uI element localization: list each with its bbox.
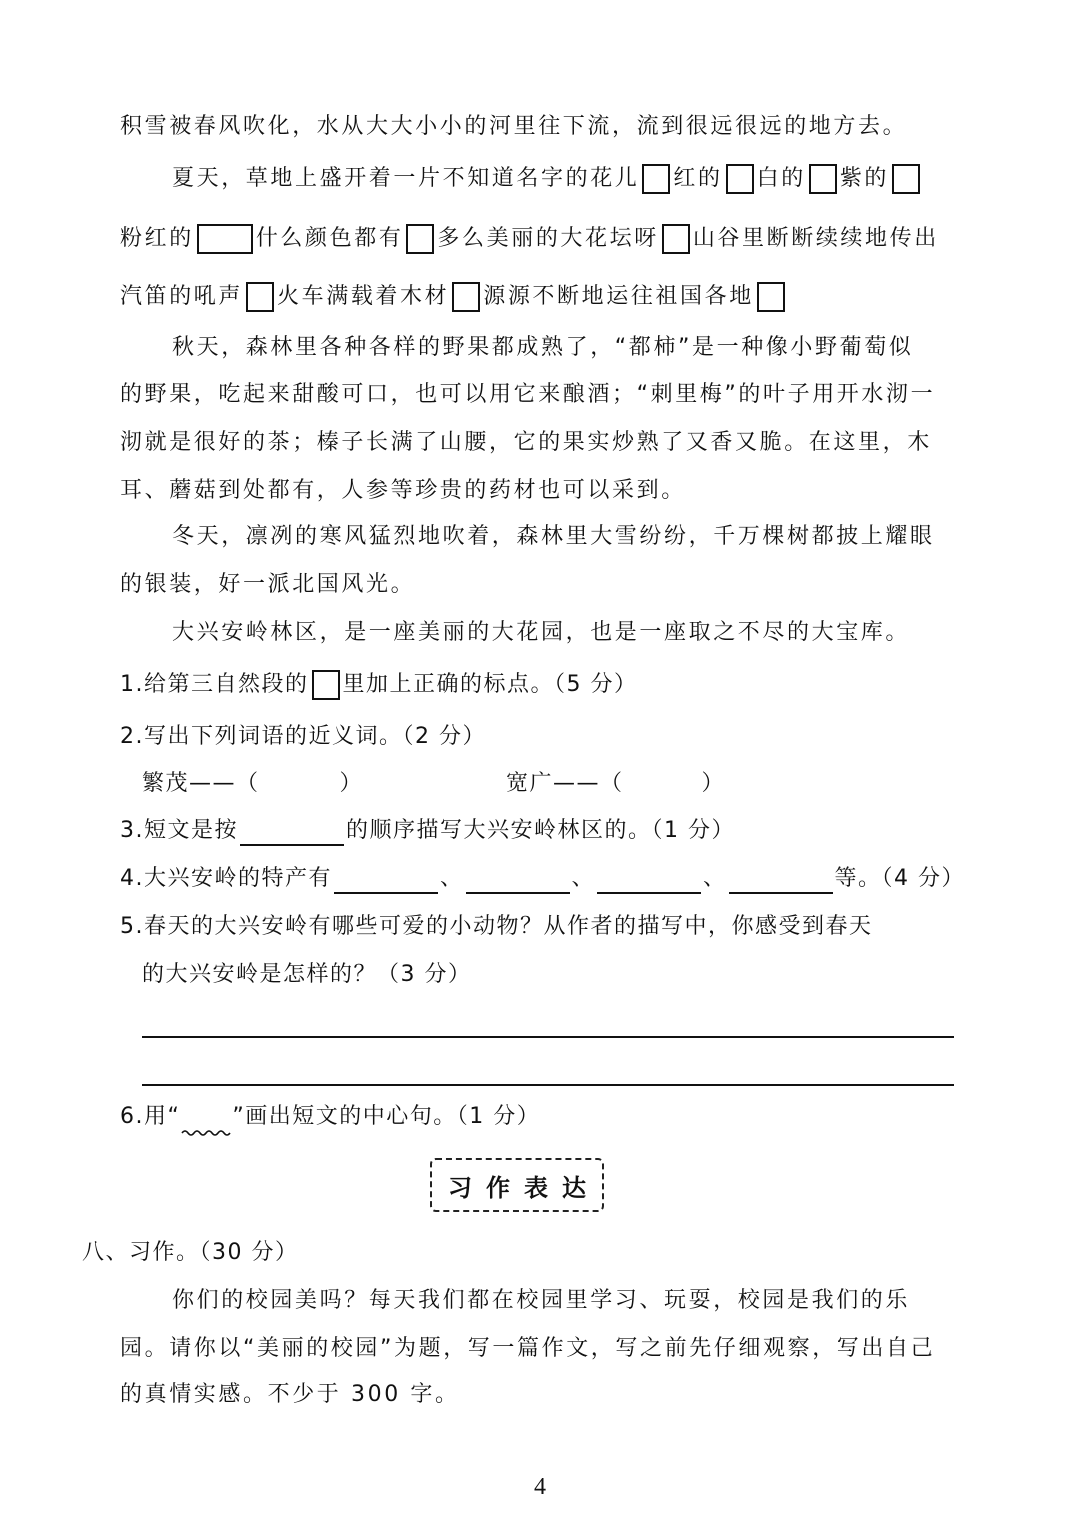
question-2: 2.写出下列词语的近义词。（2 分） <box>120 724 486 749</box>
passage-text: 山谷里断断续续地传出 <box>692 226 939 251</box>
passage-text: 红的 <box>673 166 723 191</box>
passage-line: 大兴安岭林区，是一座美丽的大花园，也是一座取之不尽的大宝库。 <box>172 620 911 645</box>
passage-line: 积雪被春风吹化，水从大大小小的河里往下流，流到很远很远的地方去。 <box>120 114 908 139</box>
answer-blank[interactable] <box>466 866 570 894</box>
answer-blank[interactable] <box>729 866 833 894</box>
punctuation-box[interactable] <box>406 224 434 254</box>
answer-blank[interactable] <box>597 866 701 894</box>
answer-line[interactable] <box>142 1084 954 1086</box>
synonym-paren: ） <box>701 771 726 796</box>
passage-line <box>172 164 960 194</box>
passage-text: 汽笛的吼声 <box>120 284 244 309</box>
question-text: 4.大兴安岭的特产有 <box>120 866 332 891</box>
punctuation-box[interactable] <box>757 282 785 312</box>
question-5-cont: 的大兴安岭是怎样的？（3 分） <box>142 962 472 987</box>
passage-text: 什么颜色都有 <box>255 226 404 251</box>
question-4 <box>120 864 965 894</box>
answer-line[interactable] <box>142 1036 954 1038</box>
section-banner <box>430 1158 604 1212</box>
writing-prompt-line: 园。请你以“美丽的校园”为题，写一篇作文，写之前先仔细观察，写出自己 <box>120 1336 936 1361</box>
synonym-item-2 <box>506 769 725 799</box>
question-1 <box>120 670 638 700</box>
passage-line <box>120 224 960 254</box>
synonym-word: 繁茂——（ <box>142 771 260 796</box>
punctuation-box[interactable] <box>809 164 837 194</box>
punctuation-box[interactable] <box>892 164 920 194</box>
question-text: 6.用“ <box>120 1104 181 1129</box>
passage-line: 的野果，吃起来甜酸可口，也可以用它来酿酒；“刺里梅”的叶子用开水沏一 <box>120 382 936 407</box>
question-text: 3.短文是按 <box>120 818 238 843</box>
writing-prompt-line: 你们的校园美吗？每天我们都在校园里学习、玩耍，校园是我们的乐 <box>172 1288 911 1313</box>
synonym-paren: ） <box>339 771 364 796</box>
passage-line: 冬天，凛冽的寒风猛烈地吹着，森林里大雪纷纷，千万棵树都披上耀眼 <box>172 524 935 549</box>
question-text: ”画出短文的中心句。（1 分） <box>232 1104 541 1129</box>
question-text: 的顺序描写大兴安岭林区的。（1 分） <box>346 818 735 843</box>
passage-line: 沏就是很好的茶；榛子长满了山腰，它的果实炒熟了又香又脆。在这里，木 <box>120 430 932 455</box>
passage-line <box>120 282 960 312</box>
punctuation-box-sample <box>312 670 340 700</box>
question-3 <box>120 816 735 846</box>
passage-text: 粉红的 <box>120 226 194 251</box>
banner-title: 习作表达 <box>448 1172 600 1202</box>
question-5: 5.春天的大兴安岭有哪些可爱的小动物？从作者的描写中，你感受到春天 <box>120 914 873 939</box>
passage-line: 的银装，好一派北国风光。 <box>120 572 416 597</box>
passage-line: 秋天，森林里各种各样的野果都成熟了，“都柿”是一种像小野葡萄似 <box>172 335 914 360</box>
punctuation-box[interactable] <box>642 164 670 194</box>
separator: 、 <box>703 866 727 891</box>
separator: 、 <box>571 866 596 891</box>
answer-blank[interactable] <box>240 818 344 846</box>
passage-text: 多么美丽的大花坛呀 <box>437 226 659 251</box>
separator: 、 <box>440 866 464 891</box>
punctuation-box[interactable] <box>246 282 274 312</box>
passage-text: 源源不断地运往祖国各地 <box>483 284 754 309</box>
section-8-heading: 八、习作。（30 分） <box>82 1240 299 1265</box>
passage-text: 白的 <box>756 166 806 191</box>
wavy-underline-icon <box>180 1110 232 1132</box>
answer-blank[interactable] <box>334 866 438 894</box>
question-text: 等。（4 分） <box>834 866 966 891</box>
passage-text: 夏天，草地上盛开着一片不知道名字的花儿 <box>172 166 640 191</box>
punctuation-box[interactable] <box>726 164 754 194</box>
punctuation-box[interactable] <box>662 224 690 254</box>
synonym-word: 宽广——（ <box>506 771 624 796</box>
writing-prompt-line: 的真情实感。不少于 300 字。 <box>120 1382 460 1407</box>
synonym-item-1 <box>142 769 363 799</box>
punctuation-box[interactable] <box>197 224 253 254</box>
passage-line: 耳、蘑菇到处都有，人参等珍贵的药材也可以采到。 <box>120 478 686 503</box>
question-text: 里加上正确的标点。（5 分） <box>342 672 638 697</box>
passage-text: 火车满载着木材 <box>277 284 450 309</box>
page-number: 4 <box>534 1474 546 1500</box>
punctuation-box[interactable] <box>452 282 480 312</box>
question-6 <box>120 1102 540 1132</box>
question-text: 1.给第三自然段的 <box>120 672 309 697</box>
passage-text: 紫的 <box>839 166 890 191</box>
